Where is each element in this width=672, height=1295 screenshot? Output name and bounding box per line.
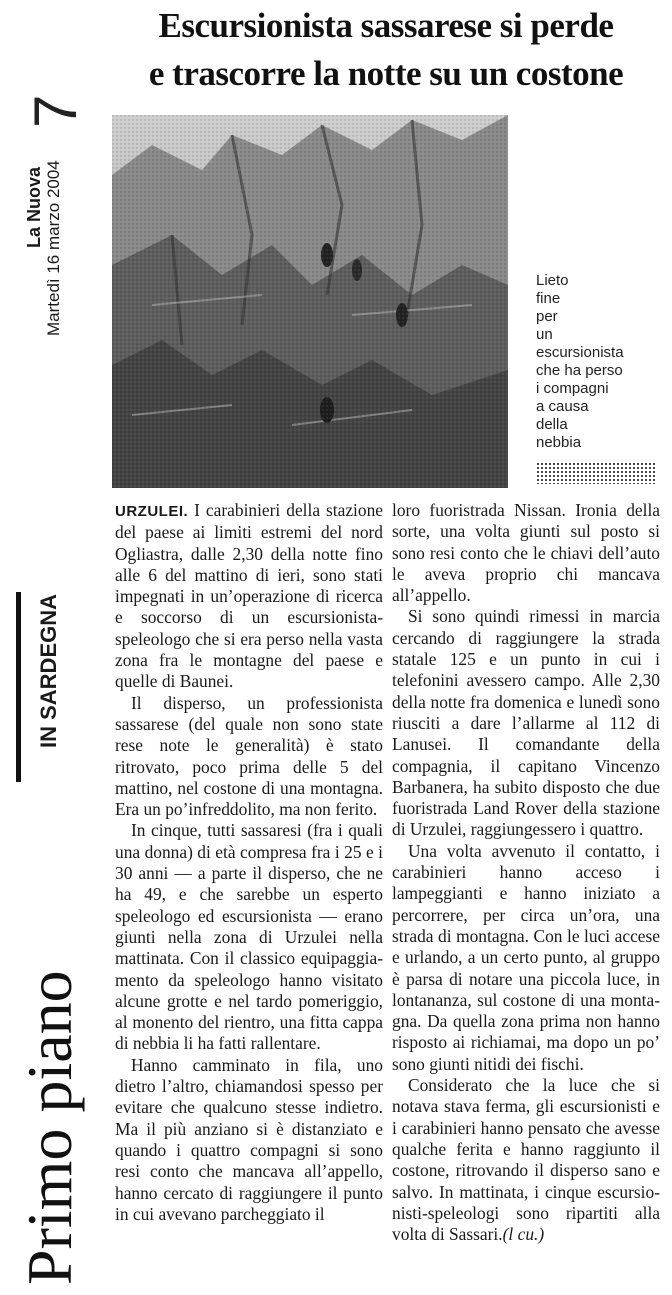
page-number: 7 <box>22 94 89 128</box>
article-column-1 <box>115 500 383 1292</box>
article-paragraph: Si sono quindi rimessi in marcia cercando di raggiungere la strada statale 125 e un punto in cui i telefonini avessero campo. Alle 2,30 della notte fra domenica e lunedì sono riusciti a dare l’allarme al 112 di Lanusei. Il comandante della compagnia, il capitano Vincenzo Barbanera, ha subito disposto che due fuoristrada Land Rover della stazione di Urzulei, raggiungessero i quattro. <box>392 606 660 840</box>
article-dateline: URZULEI. <box>115 503 189 520</box>
photo-rocky-cliff <box>112 115 508 488</box>
article-paragraph: Una volta avvenuto il contatto, i carabinieri hanno acceso i lampeggianti e hanno iniziato a percorrere, per circa un’ora, una strada di montagna. Con le luci accese e urlando, a un certo punto, al gruppo è parsa di notare una piccola luce, in lontananza, sul costone di una montagna. Da quella zona prima non hanno risposto ai richiamai, ma dopo un po’ sono giunti nitidi dei fischi. <box>392 840 660 1074</box>
headline-line-1: Escursionista sassarese si perde <box>158 6 614 45</box>
article-paragraph <box>115 500 383 693</box>
photo-image <box>112 115 508 488</box>
article-paragraph: Il disperso, un professionista sassarese (del quale non sono state rese note le generalità) è stato ritrovato, poco prima delle 5 del mattino, nel costone di una montagna. Era un po’infreddolito, ma non ferito. <box>115 692 383 820</box>
section-bar <box>16 592 21 782</box>
article-paragraph: In cinque, tutti sassaresi (fra i quali una donna) di età compresa fra i 25 e i 30 anni — a parte il disperso, che ne ha 49, e che sarebbe un esperto speleologo ed escursionista — erano giunti nella zona di Urzulei nella mattinata. Con il classico equipaggiamento da speleologo hanno visitato alcune grotte e nel tardo pomeriggio, al monento del rientro, una fitta cappa di nebbia li ha fatti rallentare. <box>115 820 383 1054</box>
article-text: Considerato che la luce che si notava stava ferma, gli escursionisti e i carabinieri hanno pensato che avesse qualche ferita e hanno raggiunto il costone, ritrovando il disperso sano e salvo. In mattinata, i cinque escursionisti-speleologi sono ripartiti alla volta di Sassari. <box>392 1075 660 1245</box>
publication-date: Martedì 16 marzo 2004 <box>44 160 63 336</box>
publication-name: La Nuova <box>24 166 44 248</box>
article-text: I carabinieri della stazione del paese ai limiti estremi del nord Ogliastra, dalle 2,30 della notte fino alle 6 del mattino di ieri, sono stati impegnati in un’operazione di ricerca e soccorso di un escursionista-speleologo che si era perso nella vasta zona fra le montagne del paese e quelle di Baunei. <box>115 500 383 692</box>
photo-caption: Lieto fine per un escursionista che ha perso i compagni a causa della nebbia <box>536 272 624 451</box>
article-paragraph <box>392 1075 660 1245</box>
rubric-label: Primo piano <box>14 970 85 1285</box>
author-initials: (l cu.) <box>502 1224 545 1245</box>
section-label: IN SARDEGNA <box>36 593 61 748</box>
article-paragraph: loro fuoristrada Nissan. Ironia della sorte, una volta giunti sul posto si sono resi conto che le chiavi dell’auto le aveva proprio chi mancava all’appello. <box>392 500 660 606</box>
article-column-2 <box>392 500 660 1292</box>
article-paragraph: Hanno camminato in fila, uno dietro l’altro, chiamandosi spesso per evitare che qualcuno stesse indietro. Ma il più anziano si è distanziato e quando i quattro compagni si sono resi conto che mancava all’appello, hanno cercato di raggiungere il punto in cui avevano parcheggiato il <box>115 1054 383 1224</box>
headline-line-2: e trascorre la notte su un costone <box>148 54 624 93</box>
headline <box>100 2 672 98</box>
caption-dotted-bar <box>536 462 656 484</box>
